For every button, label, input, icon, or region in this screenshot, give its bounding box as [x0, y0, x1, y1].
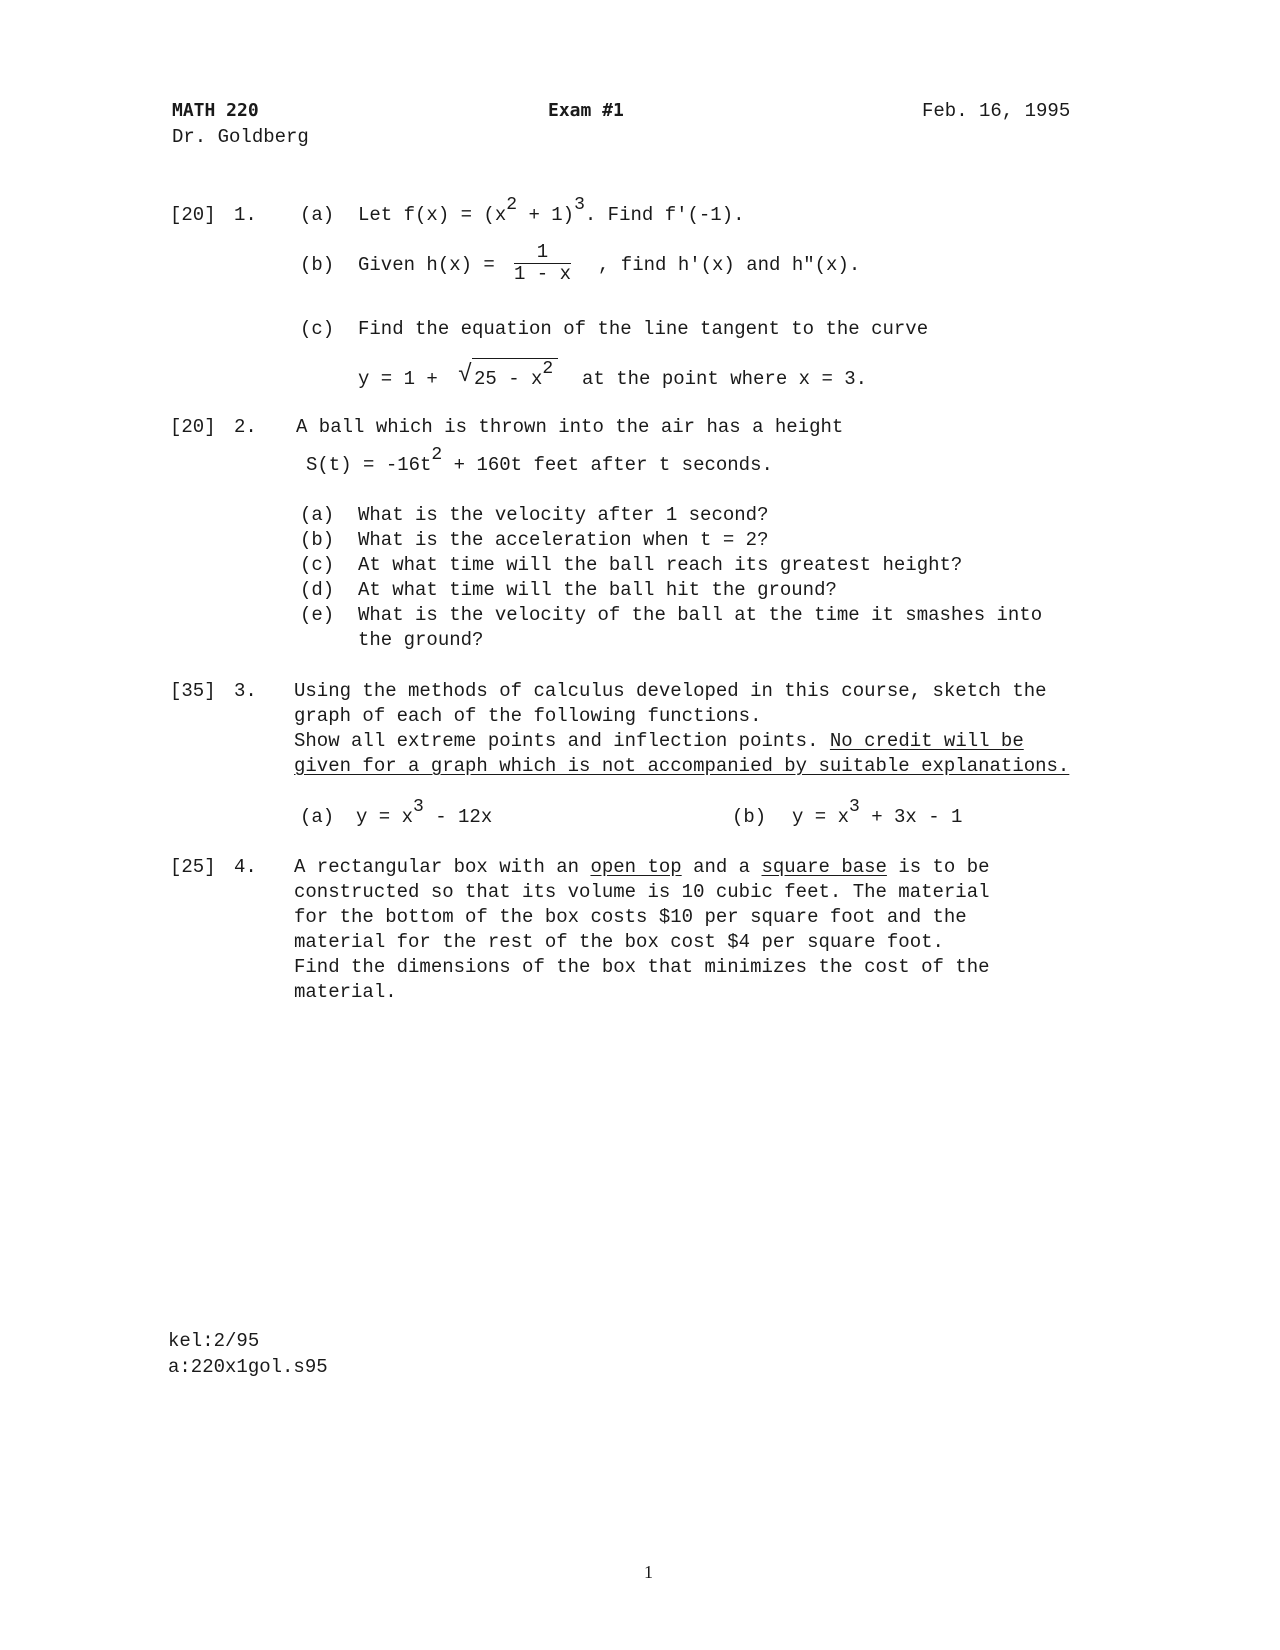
q2b-label: (b) — [300, 529, 335, 551]
course-title: MATH 220 — [172, 100, 259, 121]
q1c-line1: Find the equation of the line tangent to the curve — [358, 318, 929, 340]
q3a-function: $y = x^3 - 12x$ — [356, 796, 493, 828]
q2e-label: (e) — [300, 604, 335, 626]
fraction-numerator: 1 — [514, 242, 571, 264]
q1-points: [20] — [170, 204, 216, 226]
q3-line3: Show all extreme points and inflection points. No credit will be — [294, 730, 1024, 752]
fraction-denominator: 1 - x — [514, 263, 572, 285]
q2-intro: A ball which is thrown into the air has a height — [296, 416, 844, 438]
footer-ref-2: a:220x1gol.s95 — [168, 1356, 328, 1378]
q3-points: [35] — [170, 680, 216, 702]
q4-line4: material for the rest of the box cost $4 per square foot. — [294, 931, 944, 953]
q3-line2: graph of each of the following functions. — [294, 705, 762, 727]
q1a-text: Let $f(x) = (x^2 + 1)^3$. Find f′(-1). — [358, 194, 745, 226]
q2d-label: (d) — [300, 579, 335, 601]
q1b-label: (b) — [300, 254, 335, 276]
page-number: 1 — [644, 1562, 653, 1582]
q2-number: 2. — [234, 416, 257, 438]
exam-title: Exam #1 — [548, 100, 624, 121]
footer-ref-1: kel:2/95 — [168, 1330, 260, 1352]
q4-line5: Find the dimensions of the box that minimizes the cost of the — [294, 956, 990, 978]
q2a-text: What is the velocity after 1 second? — [358, 504, 769, 526]
q2b-text: What is the acceleration when t = 2? — [358, 529, 769, 551]
q4-line2: constructed so that its volume is 10 cubic feet. The material — [294, 881, 990, 903]
q1b-fraction — [514, 242, 571, 284]
q1c-label: (c) — [300, 318, 335, 340]
q4-line1: A rectangular box with an open top and a square base is to be — [294, 856, 990, 878]
q3a-label: (a) — [300, 806, 335, 828]
q4-line3: for the bottom of the box costs $10 per square foot and the — [294, 906, 967, 928]
q3b-function: $y = x^3 + 3x - 1$ — [792, 796, 963, 828]
q1c-radicand: $25 - x^2$ — [474, 358, 554, 390]
q2-points: [20] — [170, 416, 216, 438]
q1c-formula-tail: at the point where x = 3. — [582, 368, 868, 390]
q2c-text: At what time will the ball reach its greatest height? — [358, 554, 963, 576]
q3b-label: (b) — [732, 806, 767, 828]
q1b-tail: , find h′(x) and h″(x). — [598, 254, 861, 276]
q2a-label: (a) — [300, 504, 335, 526]
instructor-name: Dr. Goldberg — [172, 126, 309, 148]
q1a-label: (a) — [300, 204, 335, 226]
q2d-text: At what time will the ball hit the ground? — [358, 579, 837, 601]
q4-line6: material. — [294, 981, 397, 1003]
q1c-formula-lead: y = 1 + — [358, 368, 438, 390]
q4-points: [25] — [170, 856, 216, 878]
q2-formula: $S(t) = -16t^2 + 160t$ feet after t seconds. — [306, 444, 773, 476]
q3-line1: Using the methods of calculus developed in this course, sketch the — [294, 680, 1047, 702]
no-credit-warning: No credit will be — [829, 730, 1024, 752]
q2e-text-cont: the ground? — [358, 629, 484, 651]
q3-number: 3. — [234, 680, 257, 702]
q1-number: 1. — [234, 204, 257, 226]
q4-number: 4. — [234, 856, 257, 878]
q1b-lead: Given h(x) = — [358, 254, 495, 276]
q2e-text: What is the velocity of the ball at the time it smashes into — [358, 604, 1043, 626]
q2c-label: (c) — [300, 554, 335, 576]
sqrt-symbol-icon: √ — [458, 362, 473, 389]
exam-date: Feb. 16, 1995 — [922, 100, 1071, 122]
q3-line4: given for a graph which is not accompanied by suitable explanations. — [294, 755, 1070, 777]
